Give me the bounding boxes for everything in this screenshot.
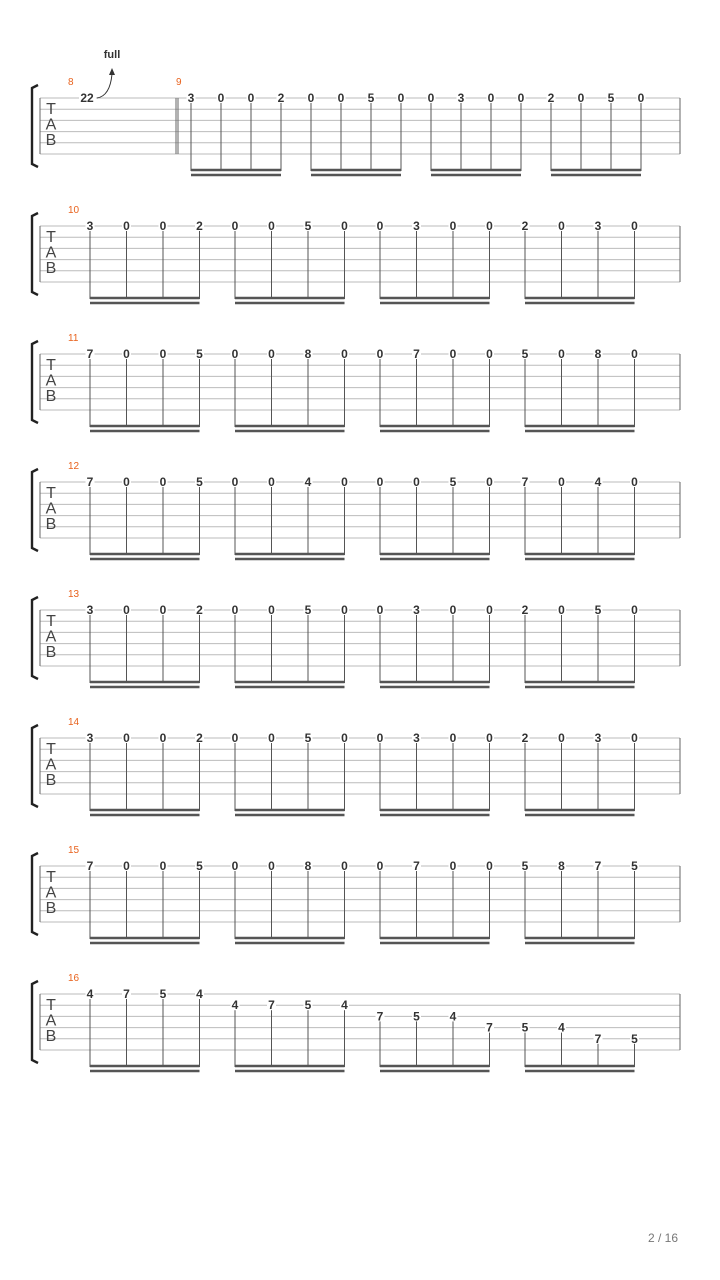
fret-number: 4 xyxy=(341,998,348,1013)
staff-bracket xyxy=(32,85,38,167)
fret-number: 5 xyxy=(196,347,203,361)
fret-number: 0 xyxy=(577,91,585,105)
measure-number: 14 xyxy=(68,717,80,728)
fret-number: 0 xyxy=(217,91,225,105)
fret-number: 7 xyxy=(594,1031,602,1046)
fret-number: 3 xyxy=(86,603,94,617)
fret-number: 0 xyxy=(307,91,315,105)
bend-label: full xyxy=(103,49,121,61)
fret-number: 0 xyxy=(337,91,345,105)
fret-number: 4 xyxy=(86,987,94,1001)
fret-number: 0 xyxy=(341,859,348,873)
fret-number: 3 xyxy=(457,91,465,105)
fret-number: 0 xyxy=(397,91,405,105)
tab-clef-letter: T xyxy=(46,229,56,246)
fret-number: 8 xyxy=(558,859,565,873)
fret-number: 3 xyxy=(86,731,94,745)
fret-number: 0 xyxy=(231,603,239,617)
tab-clef-letter: T xyxy=(46,357,56,374)
staff-bracket xyxy=(32,853,38,935)
fret-number: 0 xyxy=(159,475,167,489)
staff-bracket xyxy=(32,597,38,679)
fret-number: 0 xyxy=(268,347,275,361)
tab-clef-letter: B xyxy=(45,644,57,661)
fret-number: 2 xyxy=(196,731,203,745)
fret-number: 4 xyxy=(558,1020,565,1035)
tab-clef-letter: T xyxy=(46,485,56,502)
fret-number: 0 xyxy=(231,859,239,873)
measure-number: 11 xyxy=(68,333,79,344)
fret-number: 4 xyxy=(304,475,312,489)
fret-number: 0 xyxy=(341,731,348,745)
fret-number: 0 xyxy=(631,219,638,233)
fret-number: 7 xyxy=(594,859,602,873)
fret-number: 7 xyxy=(123,987,130,1001)
fret-number: 7 xyxy=(376,1009,384,1024)
fret-number: 5 xyxy=(607,91,615,105)
fret-number: 5 xyxy=(304,731,312,745)
fret-number: 5 xyxy=(304,603,312,617)
page-number: 2 / 16 xyxy=(647,1231,678,1245)
fret-number: 5 xyxy=(413,1009,420,1024)
bend-arrow-icon xyxy=(109,68,115,75)
fret-number: 3 xyxy=(594,731,602,745)
fret-number: 5 xyxy=(196,859,203,873)
tab-clef-letter: T xyxy=(46,741,56,758)
tab-clef-letter: A xyxy=(45,756,57,774)
fret-number: 0 xyxy=(376,475,384,489)
tab-clef-letter: B xyxy=(45,772,57,789)
fret-number: 0 xyxy=(449,219,457,233)
fret-number: 7 xyxy=(413,859,420,873)
fret-number: 0 xyxy=(427,91,435,105)
fret-number: 5 xyxy=(521,1020,529,1035)
fret-number: 3 xyxy=(594,219,602,233)
fret-number: 0 xyxy=(159,603,167,617)
tab-clef-letter: B xyxy=(45,260,57,277)
fret-number: 0 xyxy=(558,347,565,361)
tab-clef-letter: B xyxy=(45,516,57,533)
fret-number: 0 xyxy=(486,603,493,617)
fret-number: 2 xyxy=(521,731,529,745)
fret-number: 0 xyxy=(268,219,275,233)
fret-number: 0 xyxy=(558,603,565,617)
measure-number: 15 xyxy=(68,845,80,856)
measure-number: 16 xyxy=(68,973,80,984)
bend-curve xyxy=(97,74,112,98)
fret-number: 3 xyxy=(86,219,94,233)
fret-number: 0 xyxy=(231,475,239,489)
fret-number: 0 xyxy=(268,475,275,489)
fret-number: 5 xyxy=(631,859,638,873)
fret-number: 0 xyxy=(631,347,638,361)
fret-number: 0 xyxy=(341,347,348,361)
staff-bracket xyxy=(32,469,38,551)
fret-number: 0 xyxy=(247,91,255,105)
fret-number: 0 xyxy=(558,731,565,745)
measure-number: 9 xyxy=(176,77,182,88)
fret-number: 0 xyxy=(449,603,457,617)
fret-number: 5 xyxy=(521,347,529,361)
tab-clef-letter: A xyxy=(45,372,57,390)
fret-number: 0 xyxy=(486,475,493,489)
staff-bracket xyxy=(32,981,38,1063)
fret-number: 0 xyxy=(486,219,493,233)
fret-number: 0 xyxy=(376,603,384,617)
staff-bracket xyxy=(32,341,38,423)
fret-number: 0 xyxy=(376,347,384,361)
fret-number: 0 xyxy=(341,219,348,233)
tab-clef-letter: A xyxy=(45,244,57,262)
fret-number: 0 xyxy=(631,475,638,489)
fret-number: 0 xyxy=(631,731,638,745)
tab-clef-letter: T xyxy=(46,613,56,630)
fret-number: 7 xyxy=(86,347,94,361)
fret-number: 5 xyxy=(521,859,529,873)
fret-number: 0 xyxy=(123,219,130,233)
fret-number: 5 xyxy=(196,475,203,489)
fret-number: 0 xyxy=(268,859,275,873)
fret-number: 7 xyxy=(86,859,94,873)
fret-number: 0 xyxy=(486,859,493,873)
fret-number: 2 xyxy=(196,219,203,233)
fret-number: 0 xyxy=(517,91,525,105)
fret-number: 7 xyxy=(486,1020,493,1035)
fret-number: 0 xyxy=(486,347,493,361)
fret-number: 0 xyxy=(159,347,167,361)
fret-number: 0 xyxy=(376,219,384,233)
fret-number: 5 xyxy=(367,91,375,105)
tab-clef-letter: T xyxy=(46,869,56,886)
fret-number: 8 xyxy=(304,859,312,873)
fret-number: 4 xyxy=(196,987,203,1001)
fret-number: 0 xyxy=(449,347,457,361)
tab-clef-letter: A xyxy=(45,1012,57,1030)
fret-number: 0 xyxy=(449,859,457,873)
fret-number: 3 xyxy=(187,91,195,105)
fret-number: 5 xyxy=(304,219,312,233)
fret-number: 2 xyxy=(521,219,529,233)
fret-number: 0 xyxy=(123,603,130,617)
tab-clef-letter: B xyxy=(45,388,57,405)
fret-number: 7 xyxy=(413,347,420,361)
fret-number: 0 xyxy=(558,475,565,489)
fret-number: 4 xyxy=(449,1009,457,1024)
fret-number: 0 xyxy=(376,731,384,745)
fret-number: 0 xyxy=(231,347,239,361)
fret-number: 0 xyxy=(159,731,167,745)
fret-number: 0 xyxy=(159,859,167,873)
fret-number: 0 xyxy=(486,731,493,745)
fret-number: 4 xyxy=(594,475,602,489)
fret-number: 5 xyxy=(304,998,312,1013)
fret-number: 0 xyxy=(413,475,420,489)
fret-number: 0 xyxy=(123,731,130,745)
fret-number: 4 xyxy=(231,998,239,1013)
fret-number: 3 xyxy=(413,219,420,233)
fret-number: 0 xyxy=(268,603,275,617)
measure-number: 12 xyxy=(68,461,80,472)
fret-number: 0 xyxy=(449,731,457,745)
fret-number: 2 xyxy=(521,603,529,617)
fret-number: 0 xyxy=(123,859,130,873)
fret-number: 5 xyxy=(449,475,457,489)
tab-clef-letter: B xyxy=(45,900,57,917)
fret-number: 0 xyxy=(637,91,645,105)
fret-number: 0 xyxy=(558,219,565,233)
fret-number: 8 xyxy=(594,347,602,361)
fret-number: 0 xyxy=(341,603,348,617)
fret-number: 0 xyxy=(231,731,239,745)
staff-bracket xyxy=(32,725,38,807)
tab-clef-letter: A xyxy=(45,628,57,646)
measure-number: 13 xyxy=(68,589,80,600)
staff-bracket xyxy=(32,213,38,295)
tab-clef-letter: A xyxy=(45,500,57,518)
fret-number: 8 xyxy=(304,347,312,361)
measure-number: 8 xyxy=(68,77,74,88)
fret-number: 7 xyxy=(521,475,529,489)
fret-number: 7 xyxy=(268,998,275,1013)
fret-number: 0 xyxy=(123,475,130,489)
tab-clef-letter: B xyxy=(45,1028,57,1045)
fret-number: 5 xyxy=(631,1031,638,1046)
fret-number: 7 xyxy=(86,475,94,489)
measure-number: 10 xyxy=(68,205,80,216)
tab-clef-letter: T xyxy=(46,101,56,118)
fret-number: 5 xyxy=(159,987,167,1001)
fret-number: 2 xyxy=(196,603,203,617)
fret-number: 0 xyxy=(376,859,384,873)
fret-number: 5 xyxy=(594,603,602,617)
tab-clef-letter: B xyxy=(45,132,57,149)
fret-number: 0 xyxy=(487,91,495,105)
fret-number: 0 xyxy=(631,603,638,617)
fret-number: 0 xyxy=(268,731,275,745)
fret-number: 0 xyxy=(123,347,130,361)
fret-number: 0 xyxy=(231,219,239,233)
tab-clef-letter: T xyxy=(46,997,56,1014)
fret-number: 22 xyxy=(80,91,94,105)
fret-number: 3 xyxy=(413,731,420,745)
fret-number: 0 xyxy=(341,475,348,489)
tab-clef-letter: A xyxy=(45,884,57,902)
tab-clef-letter: A xyxy=(45,116,57,134)
fret-number: 3 xyxy=(413,603,420,617)
fret-number: 2 xyxy=(277,91,285,105)
fret-number: 0 xyxy=(159,219,167,233)
fret-number: 2 xyxy=(547,91,555,105)
